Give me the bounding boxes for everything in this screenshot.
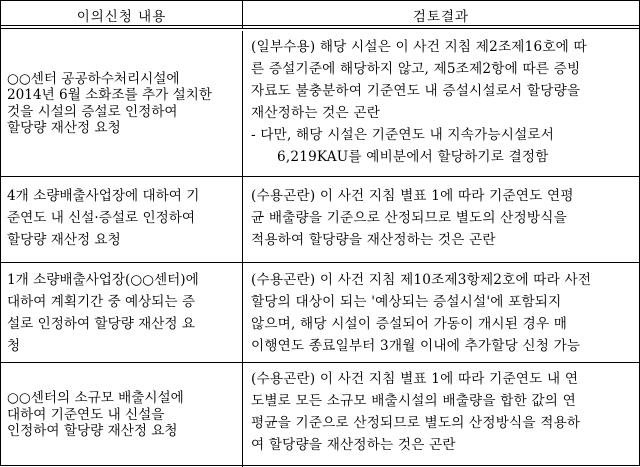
result-line: (수용곤란) 이 사건 지침 별표 1에 따라 기준연도 내 연 — [251, 371, 579, 387]
result-line: 재산정하는 것은 곤란 — [251, 105, 381, 121]
result-line: (일부수용) 해당 시설은 이 사건 지침 제2조제16호에 따 — [251, 39, 587, 55]
request-line: 4개 소량배출사업장에 대하여 기 — [7, 188, 200, 204]
table-header — [1, 1, 639, 29]
request-line: 설로 인정하여 할당량 재산정 요 — [7, 316, 195, 332]
table-row — [1, 31, 639, 177]
result-line: 도별로 모든 소규모 배출시설의 배출량을 합한 값의 연 — [251, 393, 576, 409]
request-line: 대하여 기준연도 내 신설을 — [7, 406, 165, 423]
request-line: ○○센터의 소규모 배출시설에 — [7, 390, 184, 407]
result-line: 않으며, 해당 시설이 증설되어 가동이 개시된 경우 매 — [251, 316, 568, 332]
request-line: ○○센터 공공하수처리시설에 — [7, 70, 180, 87]
result-line: 여 할당량을 재산정하는 것은 곤란 — [251, 437, 456, 453]
result-cell — [243, 31, 639, 176]
request-line: 청 — [7, 338, 21, 354]
request-line: 인정하여 할당량 재산정 요청 — [7, 423, 178, 440]
result-line: 적용하여 할당량을 재산정하는 것은 곤란 — [251, 232, 496, 248]
table-row — [1, 177, 639, 263]
request-cell — [1, 263, 243, 362]
note-line: - 다만, 해당 시설은 기준연도 내 지속가능시설로서 — [251, 127, 555, 143]
header-result: 검토결과 — [412, 8, 470, 25]
result-line: (수용곤란) 이 사건 지침 별표 1에 따라 기준연도 연평 — [251, 188, 574, 204]
request-line: 준연도 내 신설·증설로 인정하여 — [7, 210, 195, 226]
note-line: 6,219KAU를 예비분에서 할당하기로 결정함 — [277, 149, 549, 165]
request-line: 할당량 재산정 요청 — [7, 120, 121, 136]
request-cell — [1, 31, 243, 176]
result-cell — [243, 363, 639, 467]
result-cell — [243, 263, 639, 362]
result-line: 른 증설기준에 해당하지 않고, 제5조제2항에 따른 증빙 — [251, 61, 581, 77]
request-cell — [1, 363, 243, 467]
result-line: 균 배출량을 기준으로 산정되므로 별도의 산정방식을 — [251, 210, 567, 226]
result-line: (수용곤란) 이 사건 지침 제10조제3항제2호에 따라 사전 — [251, 272, 592, 288]
result-line: 평균을 기준으로 산정되므로 별도의 산정방식을 적용하 — [251, 415, 581, 431]
result-line: 할당의 대상이 되는 '예상되는 증설시설'에 포함되지 — [251, 294, 562, 310]
table-row — [1, 263, 639, 363]
request-cell — [1, 177, 243, 262]
request-line: 2014년 6월 소화조를 추가 설치한 — [7, 87, 212, 103]
request-line: 대하여 계획기간 중 예상되는 증 — [7, 294, 195, 310]
request-line: 할당량 재산정 요청 — [7, 232, 121, 248]
request-line: 1개 소량배출사업장(○○센터)에 — [7, 272, 199, 288]
result-line: 이행연도 종료일부터 3개월 이내에 추가할당 신청 가능 — [251, 338, 581, 354]
result-line: 자료도 불충분하여 기준연도 내 증설시설로서 할당량을 — [251, 83, 581, 99]
result-cell — [243, 177, 639, 262]
table-row — [1, 363, 639, 467]
request-line: 것을 시설의 증설로 인정하여 — [7, 103, 178, 120]
header-request: 이의신청 내용 — [1, 1, 243, 28]
